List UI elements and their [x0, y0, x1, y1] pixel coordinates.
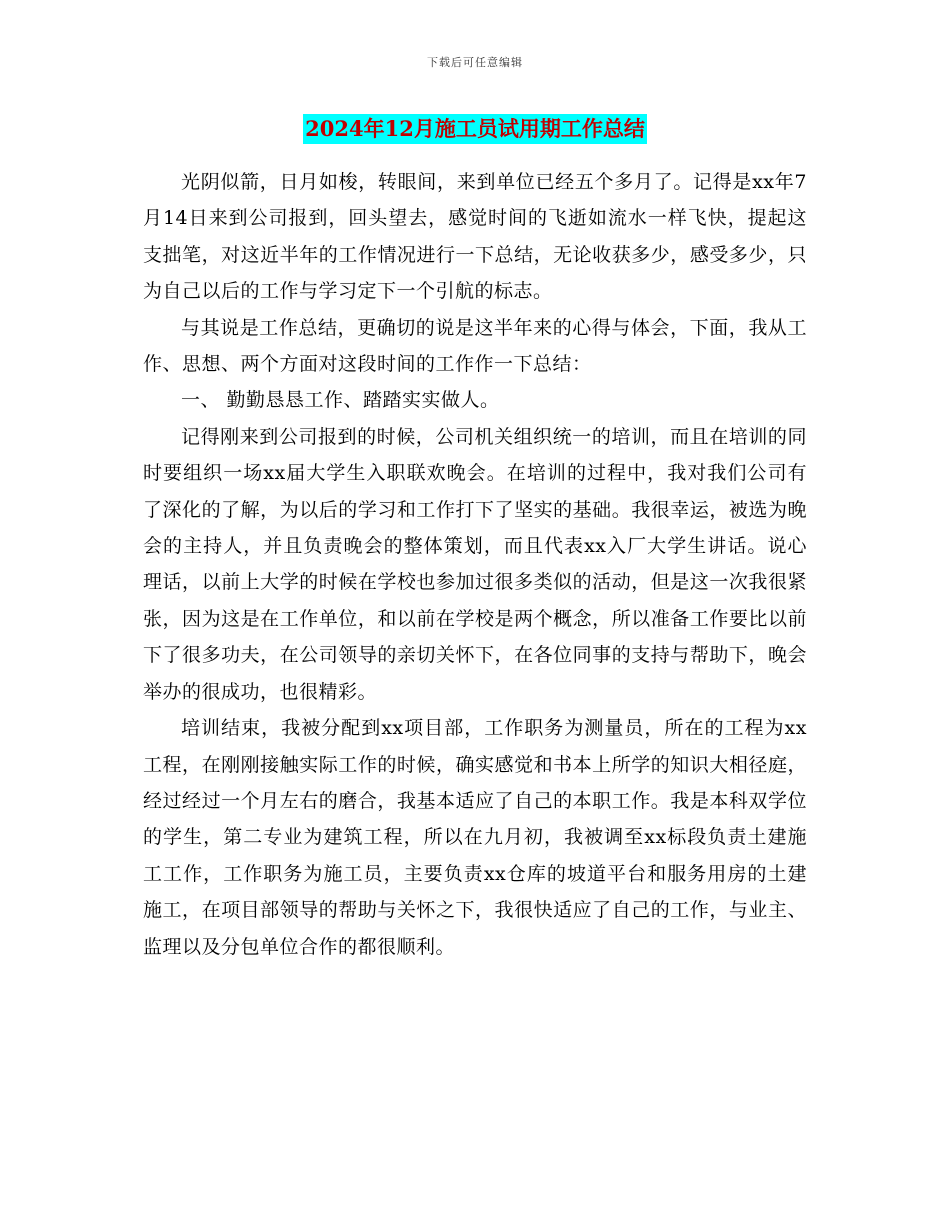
paragraph-summary-lead: 与其说是工作总结，更确切的说是这半年来的心得与体会，下面，我从工作、思想、两个方面对这段时间的工作作一下总结： — [143, 316, 807, 376]
paragraph-intro: 光阴似箭，日月如梭，转眼间，来到单位已经五个多月了。记得是xx年7月14日来到公司报到，回头望去，感觉时间的飞逝如流水一样飞快，提起这支拙笔，对这近半年的工作情况进行一下总结，无论收获多少，感受多少，只为自己以后的工作与学习定下一个引航的标志。 — [143, 171, 807, 303]
title-container — [0, 114, 950, 144]
paragraph-assignment: 培训结束，我被分配到xx项目部，工作职务为测量员，所在的工程为xx工程，在刚刚接触实际工作的时候，确实感觉和书本上所学的知识大相径庭，经过经过一个月左右的磨合，我基本适应了自己的本职工作。我是本科双学位的学生，第二专业为建筑工程，所以在九月初，我被调至xx标段负责土建施工工作，工作职务为施工员，主要负责xx仓库的坡道平台和服务用房的土建施工，在项目部领导的帮助与关怀之下，我很快适应了自己的工作，与业主、监理以及分包单位合作的都很顺利。 — [143, 717, 807, 958]
header-note: 下载后可任意编辑 — [427, 56, 523, 69]
section-heading-1: 一、 勤勤恳恳工作、踏踏实实做人。 — [181, 389, 500, 412]
paragraph-training: 记得刚来到公司报到的时候，公司机关组织统一的培训，而且在培训的同时要组织一场xx届大学生入职联欢晚会。在培训的过程中，我对我们公司有了深化的了解，为以后的学习和工作打下了坚实的基础。我很幸运，被选为晚会的主持人，并且负责晚会的整体策划，而且代表xx入厂大学生讲话。说心理话，以前上大学的时候在学校也参加过很多类似的活动，但是这一次我很紧张，因为这是在工作单位，和以前在学校是两个概念，所以准备工作要比以前下了很多功夫，在公司领导的亲切关怀下，在各位同事的支持与帮助下，晚会举办的很成功，也很精彩。 — [143, 425, 807, 703]
document-title: 2024年12月施工员试用期工作总结 — [303, 114, 647, 144]
document-body — [143, 164, 807, 965]
